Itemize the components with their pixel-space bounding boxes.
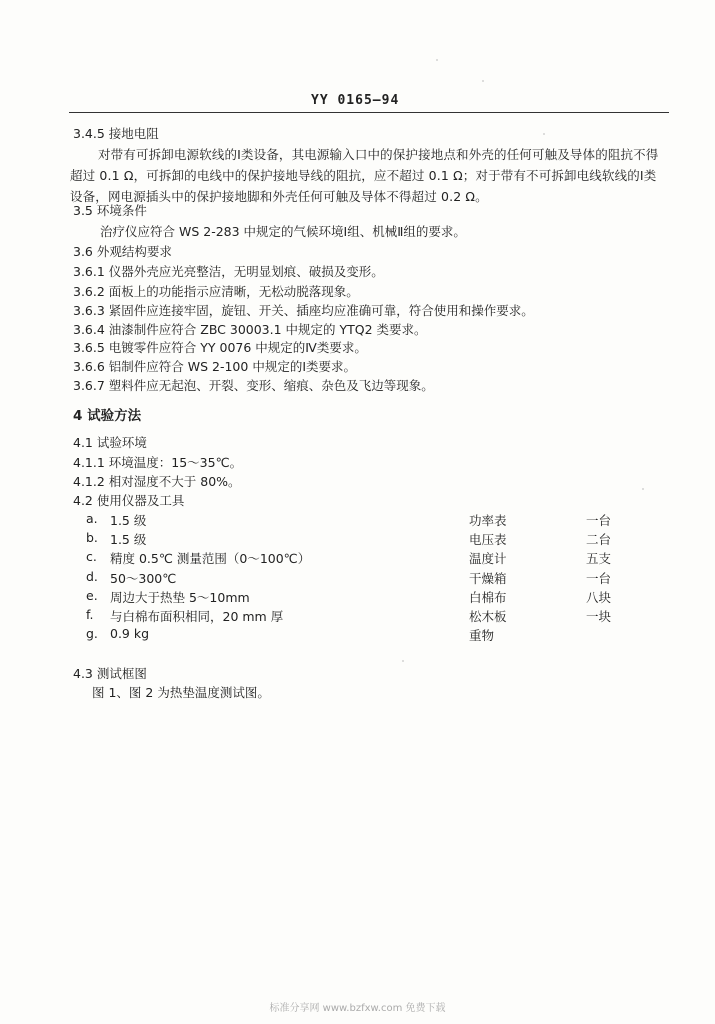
section-4-2-heading: 4.2 使用仪器及工具 <box>73 493 185 508</box>
instrument-spec: 与白棉布面积相同，20 mm 厚 <box>110 609 284 624</box>
document-code: YY 0165—94 <box>311 93 400 108</box>
section-3-6-5: 3.6.5 电镀零件应符合 YY 0076 中规定的Ⅳ类要求。 <box>73 340 367 355</box>
instrument-name: 电压表 <box>469 532 507 547</box>
section-3-6-6: 3.6.6 铝制件应符合 WS 2-100 中规定的Ⅰ类要求。 <box>73 359 357 374</box>
instrument-letter: d. <box>86 569 98 584</box>
instrument-letter: e. <box>86 588 98 603</box>
instrument-qty: 一台 <box>586 571 612 586</box>
section-4-1-2: 4.1.2 相对湿度不大于 80%。 <box>73 474 241 489</box>
instrument-name: 松木板 <box>469 609 507 624</box>
section-4-1-1: 4.1.1 环境温度：15～35℃。 <box>73 455 243 470</box>
scan-speck <box>402 660 404 662</box>
section-4-3-heading: 4.3 测试框图 <box>73 666 147 681</box>
instrument-qty: 五支 <box>586 551 612 566</box>
instrument-spec: 1.5 级 <box>110 532 147 547</box>
section-3-6-heading: 3.6 外观结构要求 <box>73 244 172 259</box>
instrument-spec: 周边大于热垫 5～10mm <box>110 590 250 605</box>
instrument-name: 温度计 <box>469 551 507 566</box>
instrument-letter: a. <box>86 511 98 526</box>
section-3-5-body: 治疗仪应符合 WS 2-283 中规定的气候环境Ⅰ组、机械Ⅱ组的要求。 <box>100 224 466 239</box>
section-3-5-heading: 3.5 环境条件 <box>73 203 147 218</box>
instrument-name: 干燥箱 <box>469 571 507 586</box>
instrument-name: 功率表 <box>469 513 507 528</box>
instrument-letter: c. <box>86 549 97 564</box>
header-rule <box>69 112 669 113</box>
section-4-3-body: 图 1、图 2 为热垫温度测试图。 <box>92 685 270 700</box>
section-4-1-heading: 4.1 试验环境 <box>73 435 147 450</box>
section-3-6-2: 3.6.2 面板上的功能指示应清晰，无松动脱落现象。 <box>73 284 359 299</box>
instrument-qty: 二台 <box>586 532 612 547</box>
footer-watermark: 标准分享网 www.bzfxw.com 免费下载 <box>269 1003 446 1014</box>
section-3-4-5-heading: 3.4.5 接地电阻 <box>73 126 159 141</box>
instrument-spec: 0.9 kg <box>110 626 150 641</box>
instrument-letter: b. <box>86 530 98 545</box>
scan-speck <box>543 133 545 135</box>
instrument-spec: 50～300℃ <box>110 571 177 586</box>
section-4-heading: 4 试验方法 <box>73 408 142 424</box>
scan-speck <box>436 59 438 61</box>
scan-speck <box>482 80 484 82</box>
section-3-6-3: 3.6.3 紧固件应连接牢固，旋钮、开关、插座均应准确可靠，符合使用和操作要求。 <box>73 303 534 318</box>
instrument-qty: 一块 <box>586 609 612 624</box>
instrument-name: 重物 <box>469 628 495 643</box>
instrument-name: 白棉布 <box>469 590 507 605</box>
section-3-4-5-body: 对带有可拆卸电源软线的Ⅰ类设备，其电源输入口中的保护接地点和外壳的任何可触及导体的阻抗不得超过 0.1 Ω，可拆卸的电线中的保护接地导线的阻抗，应不超过 0.1 Ω；对于带有不可拆卸电线软线的Ⅰ类设备，网电源插头中的保护接地脚和外壳任何可触及导体不得超过 0.2 Ω。 <box>70 147 659 204</box>
instrument-spec: 精度 0.5℃ 测量范围（0～100℃） <box>110 551 311 566</box>
scan-speck <box>642 488 644 490</box>
instrument-spec: 1.5 级 <box>110 513 147 528</box>
instrument-qty: 八块 <box>586 590 612 605</box>
instrument-qty: 一台 <box>586 513 612 528</box>
instrument-letter: g. <box>86 626 98 641</box>
section-3-6-1: 3.6.1 仪器外壳应光亮整洁，无明显划痕、破损及变形。 <box>73 264 384 279</box>
section-3-6-7: 3.6.7 塑料件应无起泡、开裂、变形、缩痕、杂色及飞边等现象。 <box>73 378 434 393</box>
instrument-letter: f. <box>86 607 94 622</box>
section-3-6-4: 3.6.4 油漆制件应符合 ZBC 30003.1 中规定的 YTQ2 类要求。 <box>73 322 427 337</box>
